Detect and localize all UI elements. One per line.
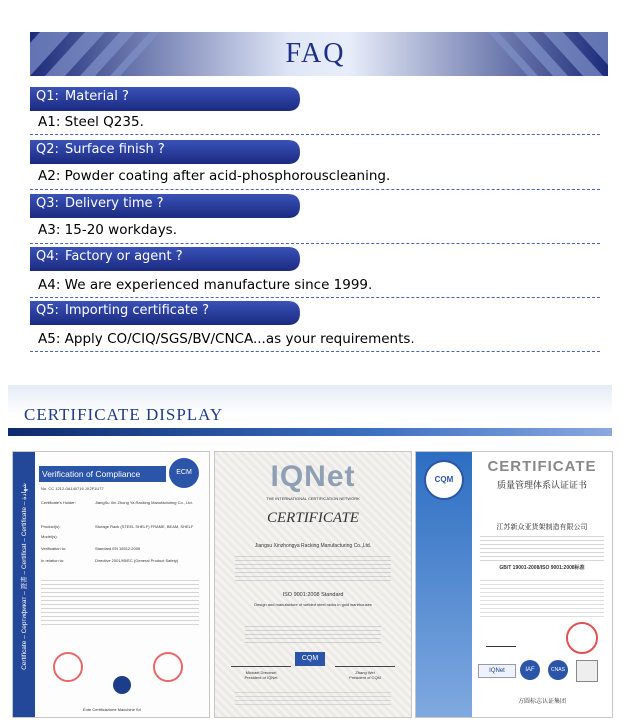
- cert-body-text: [480, 536, 604, 564]
- question-text: Delivery time ?: [65, 196, 164, 211]
- cert-footer: 方圆标志认证集团: [517, 699, 566, 705]
- company-name: Jiangsu Xinzhongya Racking Manufacturing Co.,Ltd.: [254, 543, 372, 549]
- model-label: Model(s):: [41, 534, 58, 539]
- network-text: THE INTERNATIONAL CERTIFICATION NETWORK: [266, 496, 360, 501]
- cert-body-text: [41, 580, 199, 626]
- signer-name: Michael Drechsel: [245, 670, 277, 675]
- cert-title: CERTIFICATE: [487, 458, 597, 475]
- verification-label: Verification to:: [41, 546, 67, 551]
- product-value: Storage Rack (STEEL SHELF) FRAME, BEAM, SHELF: [95, 524, 194, 529]
- standard-text: ISO 9001:2008 Standard: [282, 592, 344, 598]
- faq-question-2: [30, 140, 300, 164]
- cert-side-text: Certificate – Сертификат – 證書 – Certificat – Certificate – شهادة: [21, 483, 28, 670]
- standard-text: GB/T 19001-2008/ISO 9001:2008标准: [499, 565, 585, 571]
- faq-question-3: [30, 194, 300, 218]
- faq-answer-3: A3: 15-20 workdays.: [38, 222, 178, 238]
- faq-answer-4: A4: We are experienced manufacture since 1999.: [38, 277, 373, 293]
- divider: [30, 243, 600, 244]
- question-text: Surface finish ?: [65, 142, 165, 157]
- cert-footer: Ente Certificazione Macchine Srl: [83, 707, 141, 712]
- cert-cn-title: 质量管理体系认证证书: [496, 481, 587, 491]
- product-label: Product(s):: [41, 524, 61, 529]
- iaf-logo: IAF: [520, 660, 540, 680]
- question-text: Factory or agent ?: [65, 249, 183, 264]
- signer-role: President of CQM: [349, 675, 381, 680]
- certificate-section-title: CERTIFICATE DISPLAY: [24, 405, 224, 424]
- scope-text: Design and manufacture of welded steel racks in gold warehouses: [254, 602, 372, 607]
- faq-question-5: [30, 301, 300, 325]
- divider: [30, 351, 600, 352]
- ce-mark-icon: [113, 676, 131, 694]
- cnas-logo: CNAS: [548, 660, 568, 680]
- faq-title: FAQ: [285, 38, 346, 69]
- divider: [30, 189, 600, 190]
- signature-line: [231, 656, 291, 667]
- directive-value: Directive 2001/95/EC (General Product Safety): [95, 558, 179, 563]
- question-text: Importing certificate ?: [65, 303, 210, 318]
- question-number: Q5:: [36, 303, 59, 318]
- faq-answer-5: A5: Apply CO/CIQ/SGS/BV/CNCA...as your requirements.: [38, 331, 415, 347]
- signature-line: [335, 656, 395, 667]
- certificate-cqm: [415, 451, 613, 718]
- signer-name: Zhang Wei: [355, 670, 375, 675]
- cert-number: No. CC 1212-0A140716 JX2F1U77: [41, 486, 104, 491]
- faq-question-1: [30, 87, 300, 111]
- certificate-header-bar: [8, 428, 612, 436]
- verification-value: Standard EN 15512:2009: [95, 546, 141, 551]
- divider: [30, 134, 600, 135]
- certificate-ecm: [12, 451, 210, 718]
- cert-body-text: [245, 626, 381, 646]
- stamp-icon: [153, 652, 183, 682]
- stamp-icon: [53, 652, 83, 682]
- qr-code-icon: [576, 660, 598, 682]
- question-number: Q2:: [36, 142, 59, 157]
- iqnet-logo: IQNet: [478, 664, 516, 678]
- question-number: Q3:: [36, 196, 59, 211]
- cert-footer-text: [235, 692, 391, 706]
- cert-title: Verification of Compliance: [39, 466, 166, 482]
- question-number: Q4:: [36, 249, 59, 264]
- holder-value: JiangSu Xin Zhong Ya Racking Manufacturing Co., Ltd.: [95, 500, 193, 505]
- faq-answer-1: A1: Steel Q235.: [38, 114, 144, 130]
- cert-cn-company: 江苏新众亚货架制造有限公司: [496, 523, 588, 531]
- cqm-badge: CQM: [424, 460, 464, 500]
- iqnet-logo: IQNet: [270, 460, 356, 493]
- cert-title: CERTIFICATE: [267, 510, 359, 526]
- stamp-icon: [566, 622, 598, 654]
- question-number: Q1:: [36, 89, 59, 104]
- signer-role: President of IQNet: [244, 675, 278, 680]
- directive-label: In relation to:: [41, 558, 65, 563]
- holder-label: Certificate's Holder:: [41, 500, 76, 505]
- faq-answer-2: A2: Powder coating after acid-phosphorouscleaning.: [38, 168, 391, 184]
- question-text: Material ?: [65, 89, 129, 104]
- cqm-badge: CQM: [295, 652, 325, 666]
- signature-line: [486, 630, 516, 647]
- faq-question-4: [30, 247, 300, 271]
- divider: [30, 297, 600, 298]
- cert-body-text: [480, 580, 604, 620]
- cert-body-text: [235, 556, 391, 584]
- ecm-logo: ECM: [169, 458, 199, 488]
- certificate-iqnet: [214, 451, 412, 718]
